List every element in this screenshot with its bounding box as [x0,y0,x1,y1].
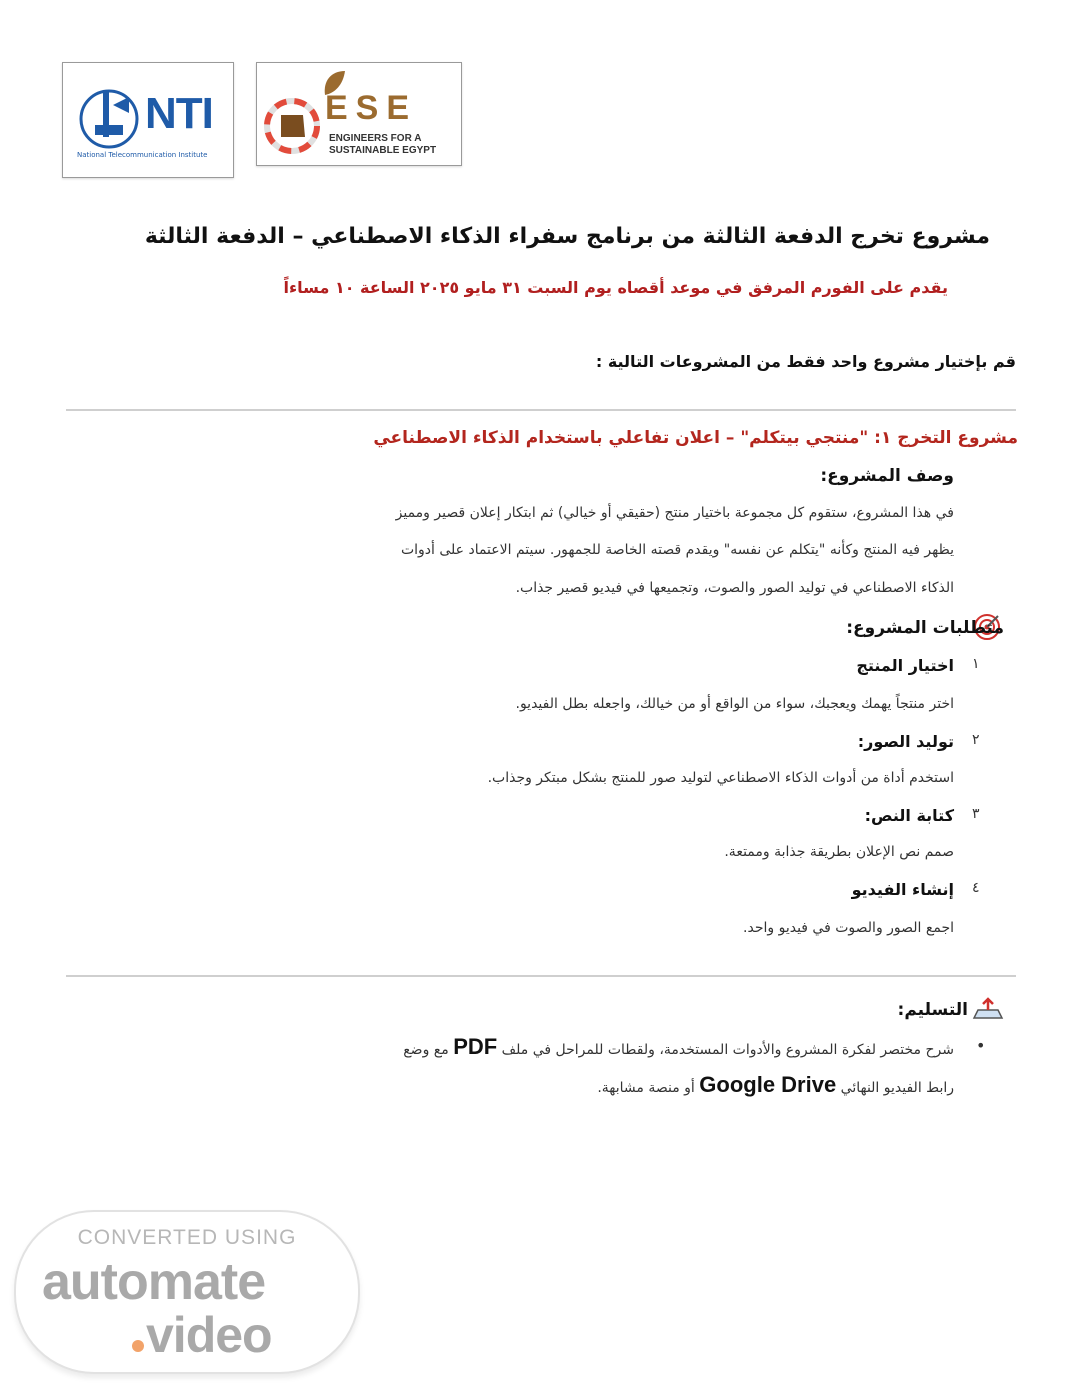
delivery-label: التسليم: [897,1000,968,1020]
requirement-2-text: استخدم أداة من أدوات الذكاء الاصطناعي لتوليد صور للمنتج بشكل مبتكر وجذاب. [487,770,954,786]
delivery-line-2 [597,1072,954,1098]
document-title: مشروع تخرج الدفعة الثالثة من برنامج سفراء الذكاء الاصطناعي – الدفعة الثالثة [144,224,990,249]
requirement-2-title: توليد الصور: [857,732,954,751]
delivery-line-1-text: شرح مختصر لفكرة المشروع والأدوات المستخدمة، ولقطات للمراحل في ملف [501,1042,954,1058]
requirement-3-marker: ٣ [972,806,980,822]
delivery-line-1 [403,1034,954,1060]
nti-emblem-icon [73,81,147,151]
watermark-dot [132,1340,144,1352]
delivery-line-1-end: مع وضع [403,1042,449,1058]
description-line-3: الذكاء الاصطناعي في توليد الصور والصوت، وتجميعها في فيديو قصير جذاب. [515,580,954,596]
requirement-1-title: اختيار المنتج [856,656,954,675]
delivery-icon [972,996,1004,1022]
nti-tagline: National Telecommunication Institute [77,151,208,159]
ese-wordmark: ESE [325,89,418,127]
requirement-2-marker: ٢ [972,732,980,748]
watermark-bottom [132,1306,272,1364]
requirement-1-text: اختر منتجاً يهمك ويعجبك، سواء من الواقع أو من خيالك، واجعله بطل الفيديو. [515,696,954,712]
requirement-4-marker: ٤ [972,880,980,896]
nti-logo [62,62,234,178]
watermark-bottom-text: video [146,1307,272,1363]
egypt-map-icon [263,97,321,155]
converted-watermark [14,1210,360,1374]
requirement-4-title: إنشاء الفيديو [851,880,954,899]
delivery-line-2-text: رابط الفيديو النهائي [840,1080,954,1096]
description-line-2: يظهر فيه المنتج وكأنه "يتكلم عن نفسه" ويقدم قصته الخاصة للجمهور. سيتم الاعتماد على أدوات [400,542,954,558]
google-drive-label: Google Drive [699,1072,837,1097]
ese-tagline-line1: ENGINEERS FOR A [329,133,422,144]
instruction-text: قم بإختيار مشروع واحد فقط من المشروعات التالية : [595,352,1016,371]
delivery-line-2-end: أو منصة مشابهة. [597,1080,695,1096]
watermark-middle-text: automate [42,1253,266,1311]
ese-logo [256,62,462,166]
divider [66,409,1016,411]
requirement-3-title: كتابة النص: [864,806,954,825]
nti-wordmark: NTI [145,89,213,138]
divider [66,975,1016,977]
ese-tagline [329,133,436,157]
description-label: وصف المشروع: [820,466,954,486]
submission-deadline: يقدم على الفورم المرفق في موعد أقصاه يوم السبت ٣١ مايو ٢٠٢٥ الساعة ١٠ مساءاً [283,278,948,297]
requirements-label: متطلبات المشروع: [846,618,1004,638]
watermark-top-text: CONVERTED USING [77,1226,297,1249]
requirement-3-text: صمم نص الإعلان بطريقة جذابة وممتعة. [724,844,954,860]
ese-tagline-line2: SUSTAINABLE EGYPT [329,145,437,156]
requirement-1-marker: ١ [972,656,980,672]
project-heading: مشروع التخرج ١: "منتجي بيتكلم" – اعلان تفاعلي باستخدام الذكاء الاصطناعي [373,428,1018,448]
pdf-label: PDF [453,1034,498,1059]
requirement-4-text: اجمع الصور والصوت في فيديو واحد. [743,920,954,936]
bullet-dot: • [976,1036,986,1055]
description-line-1: في هذا المشروع، ستقوم كل مجموعة باختيار منتج (حقيقي أو خيالي) ثم ابتكار إعلان قصير ومميز [395,505,954,521]
